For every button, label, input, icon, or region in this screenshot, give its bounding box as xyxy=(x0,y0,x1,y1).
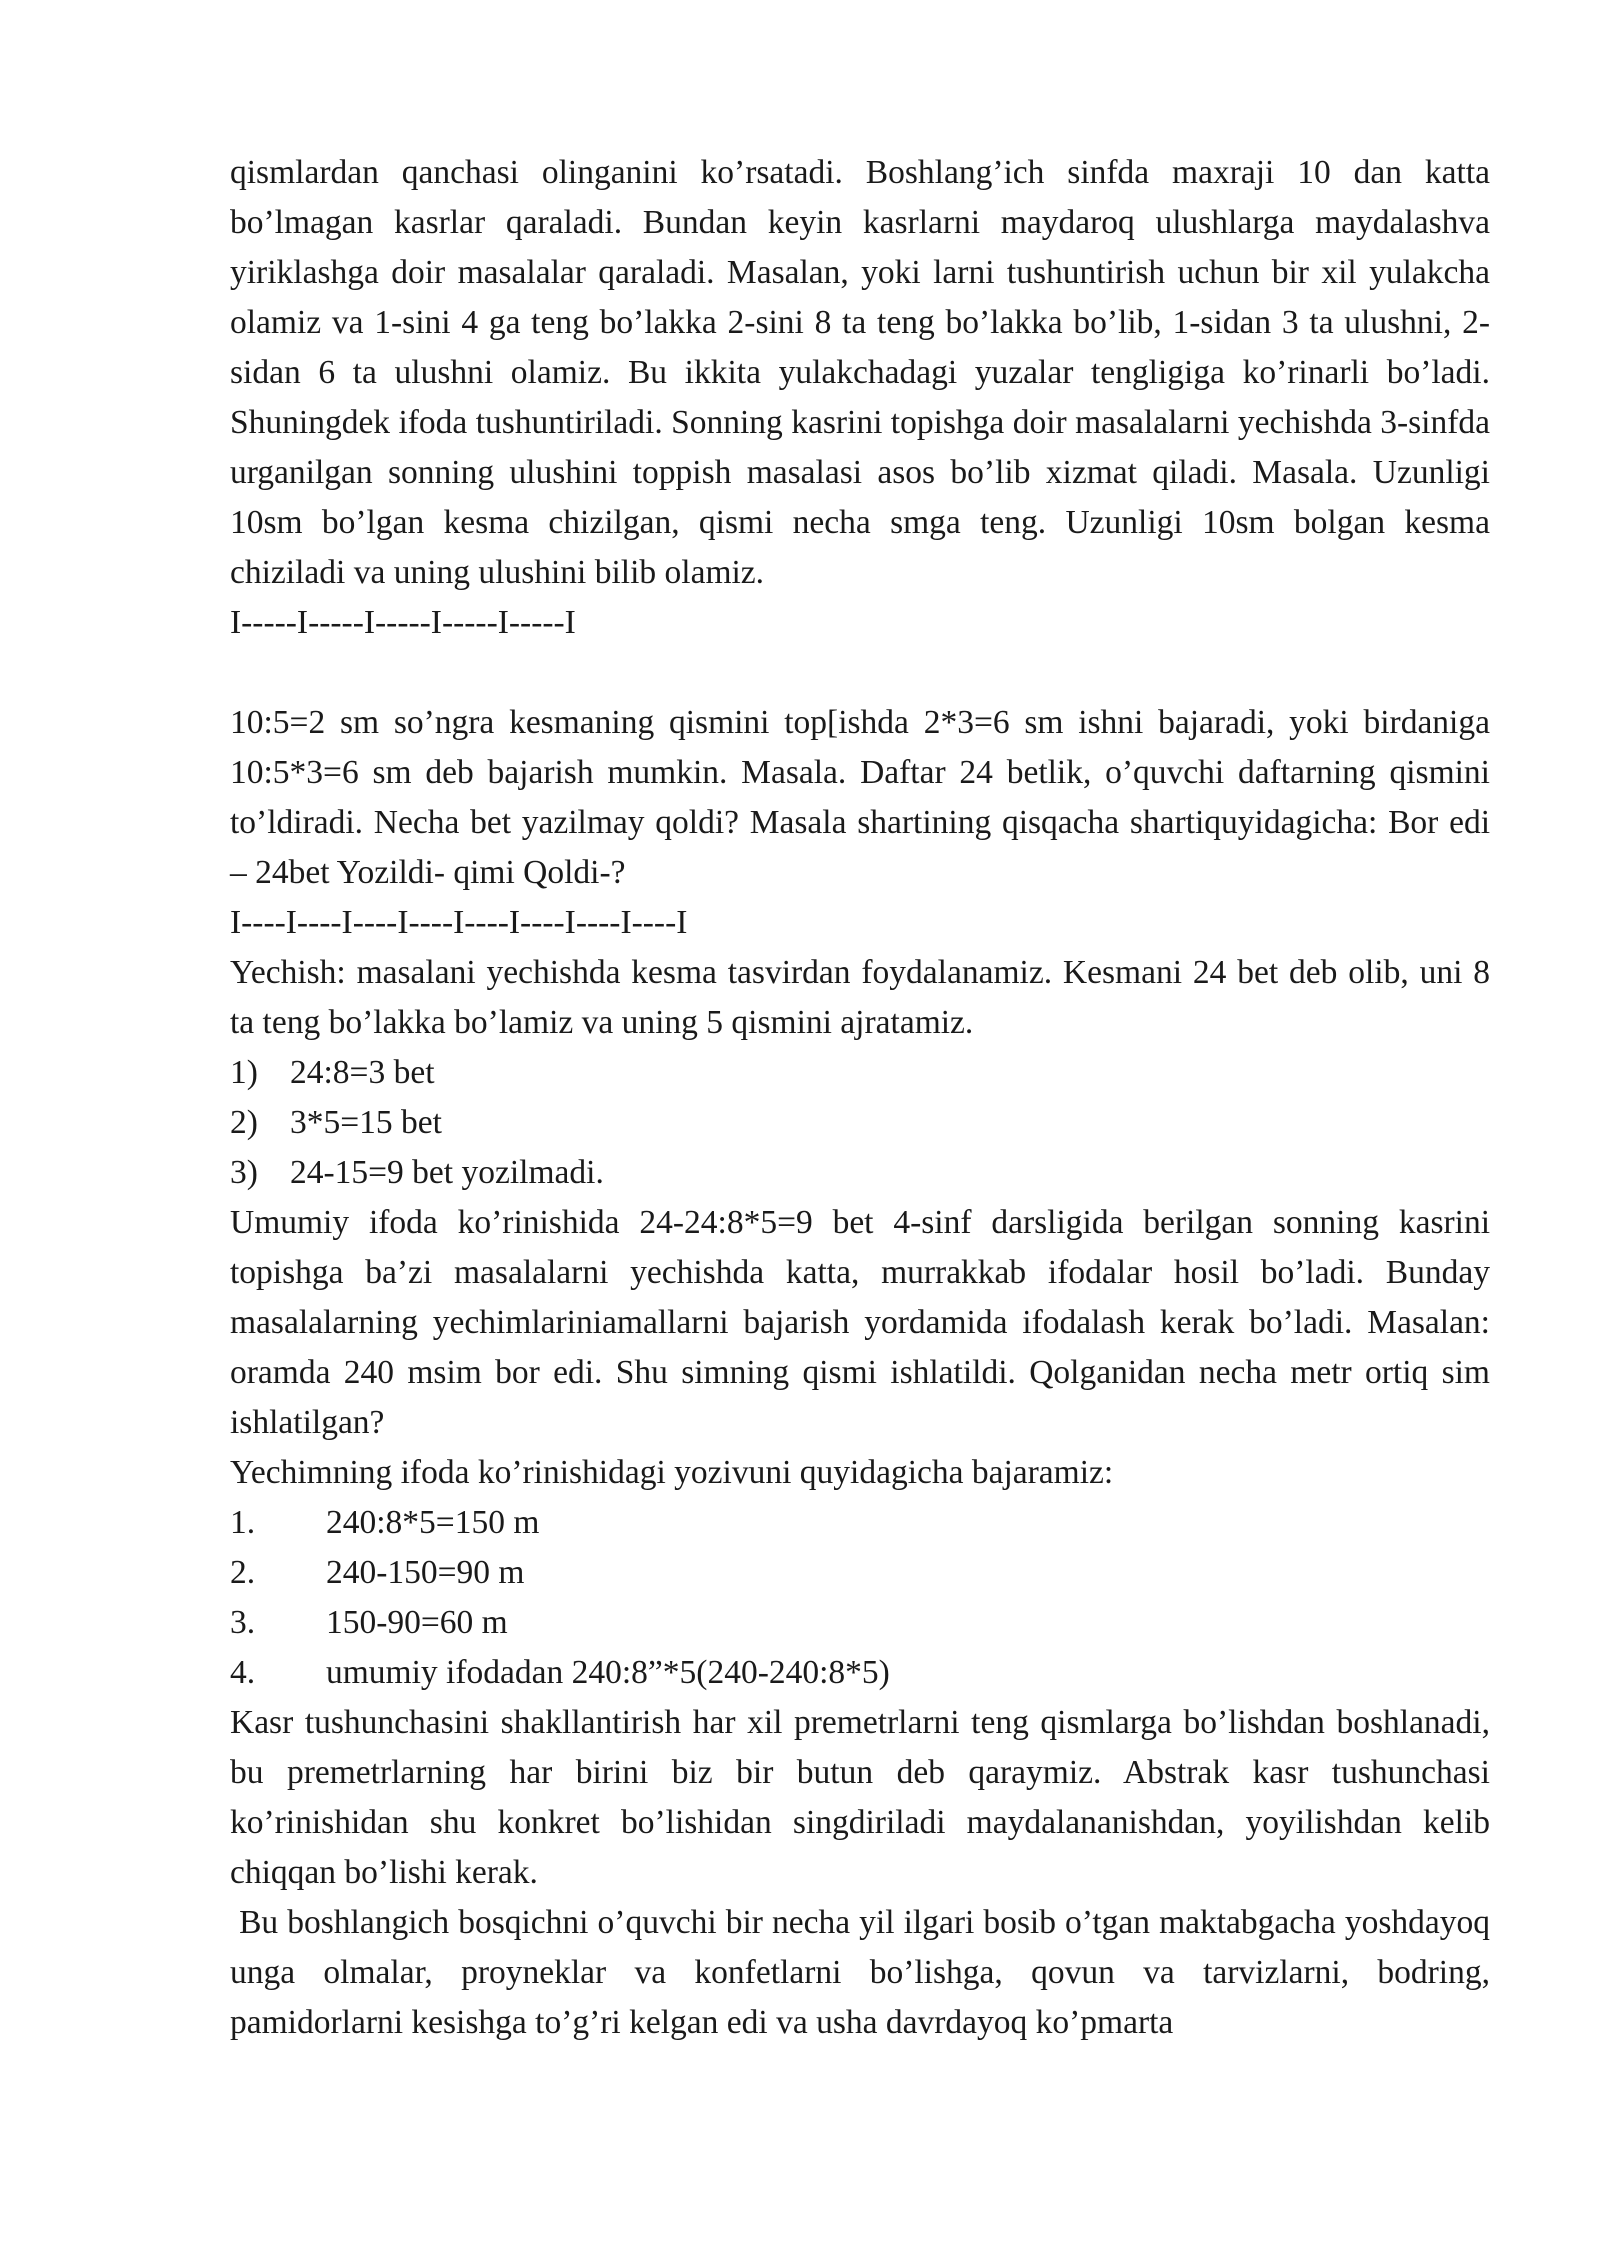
paragraph-notebook-problem: 10:5=2 sm so’ngra kesmaning qismini top[ishda 2*3=6 sm ishni bajaradi, yoki birdaniga 10:5*3=6 sm deb bajarish mumkin. Masala. Daftar 24 betlik, o’quvchi daftarning qismini to’ldiradi. Necha bet yazilmay qoldi? Masala shartining qisqacha shartiquyidagicha: Bor edi – 24bet Yozildi- qimi Qoldi-? xyxy=(230,704,1490,891)
paragraph-general-expression: Umumiy ifoda ko’rinishida 24-24:8*5=9 bet 4-sinf darsligida berilgan sonning kasrini topishga ba’zi masalalarni yechishda katta, murrakkab ifodalar hosil bo’ladi. Bunday masalalarning yechimlariniamallarni bajarish yordamida ifodalash kerak bo’ladi. Masalan: oramda 240 msim bor edi. Shu simning qismi ishlatildi. Qolganidan necha metr ortiq sim ishlatilgan? xyxy=(230,1204,1490,1441)
list-item xyxy=(230,1648,1490,1698)
list-item-text: 240-150=90 m xyxy=(326,1554,525,1591)
list-item-number: 4. xyxy=(230,1654,256,1691)
document-body xyxy=(230,148,1499,2048)
solution-steps-list xyxy=(230,1048,1490,1198)
list-item-text: umumiy ifodadan 240:8”*5(240-240:8*5) xyxy=(326,1654,890,1691)
list-item xyxy=(230,1098,1490,1148)
segment-diagram-8-parts: I----I----I----I----I----I----I----I----I xyxy=(230,904,688,941)
list-item-number: 2. xyxy=(230,1554,256,1591)
list-item xyxy=(230,1048,1490,1098)
paragraph-expression-intro: Yechimning ifoda ko’rinishidagi yozivuni quyidagicha bajaramiz: xyxy=(230,1454,1114,1491)
list-item-number: 3. xyxy=(230,1604,256,1641)
paragraph-early-stage: Bu boshlangich bosqichni o’quvchi bir necha yil ilgari bosib o’tgan maktabgacha yoshdayoq unga olmalar, proyneklar va konfetlarni bo’lishga, qovun va tarvizlarni, bodring, pamidorlarni kesishga to’g’ri kelgan edi va usha davrdayoq ko’pmarta xyxy=(230,1904,1499,2041)
paragraph-fraction-concept: Kasr tushunchasini shakllantirish har xil premetrlarni teng qismlarga bo’lishdan boshlanadi, bu premetrlarning har birini biz bir butun deb qaraymiz. Abstrak kasr tushunchasi ko’rinishidan shu konkret bo’lishidan singdiriladi maydalananishdan, yoyilishdan kelib chiqqan bo’lishi kerak. xyxy=(230,1704,1490,1891)
list-item-text: 240:8*5=150 m xyxy=(326,1504,540,1541)
list-item-number: 1. xyxy=(230,1504,256,1541)
list-item xyxy=(230,1598,1490,1648)
list-item-text: 150-90=60 m xyxy=(326,1604,508,1641)
blank-line xyxy=(230,648,1490,698)
list-item-number: 2) xyxy=(230,1104,258,1141)
paragraph-fractions-intro: qismlardan qanchasi olinganini ko’rsatadi. Boshlang’ich sinfda maxraji 10 dan katta bo’lmagan kasrlar qaraladi. Bundan keyin kasrlarni maydaroq ulushlarga maydalashva yiriklashga doir masalalar qaraladi. Masalan, yoki larni tushuntirish uchun bir xil yulakcha olamiz va 1-sini 4 ga teng bo’lakka 2-sini 8 ta teng bo’lakka bo’lib, 1-sidan 3 ta ulushni, 2-sidan 6 ta ulushni olamiz. Bu ikkita yulakchadagi yuzalar tengligiga ko’rinarli bo’ladi. Shuningdek ifoda tushuntiriladi. Sonning kasrini topishga doir masalalarni yechishda 3-sinfda urganilgan sonning ulushini toppish masalasi asos bo’lib xizmat qiladi. Masala. Uzunligi 10sm bo’lgan kesma chizilgan, qismi necha smga teng. Uzunligi 10sm bolgan kesma chiziladi va uning ulushini bilib olamiz. xyxy=(230,154,1490,591)
paragraph-solution: Yechish: masalani yechishda kesma tasvirdan foydalanamiz. Kesmani 24 bet deb olib, uni 8 ta teng bo’lakka bo’lamiz va uning 5 qismini ajratamiz. xyxy=(230,954,1490,1041)
list-item xyxy=(230,1148,1490,1198)
segment-diagram-5-parts: I-----I-----I-----I-----I-----I xyxy=(230,604,576,641)
expression-steps-list xyxy=(230,1498,1490,1698)
list-item-text: 24:8=3 bet xyxy=(290,1054,435,1091)
list-item-number: 1) xyxy=(230,1054,258,1091)
list-item xyxy=(230,1498,1490,1548)
list-item-text: 3*5=15 bet xyxy=(290,1104,442,1141)
list-item-text: 24-15=9 bet yozilmadi. xyxy=(290,1154,604,1191)
list-item xyxy=(230,1548,1490,1598)
list-item-number: 3) xyxy=(230,1154,258,1191)
